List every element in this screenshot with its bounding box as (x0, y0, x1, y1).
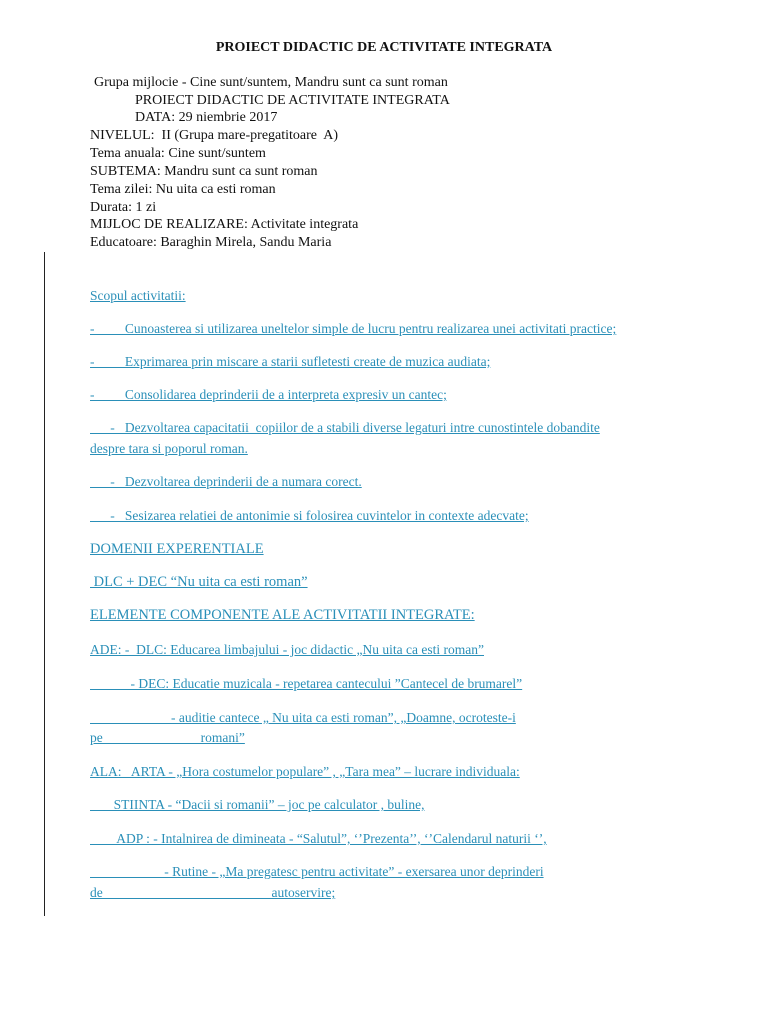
header-line-group: Grupa mijlocie - Cine sunt/suntem, Mandru sunt ca sunt roman (94, 75, 448, 90)
document-title: PROIECT DIDACTIC DE ACTIVITATE INTEGRATA (215, 40, 553, 55)
objective-5: - Dezvoltarea deprinderii de a numara corect. (90, 474, 362, 489)
ade-line-auditie-continued: pe romani” (90, 730, 245, 745)
header-line-duration: Durata: 1 zi (90, 200, 157, 215)
objective-4-continued: despre tara si poporul roman. (90, 441, 248, 456)
margin-rule (44, 252, 45, 916)
header-line-level: NIVELUL: II (Grupa mare-pregatitoare A) (90, 128, 339, 143)
header-line-annual-theme: Tema anuala: Cine sunt/suntem (90, 146, 266, 161)
objective-4: - Dezvoltarea capacitatii copiilor de a stabili diverse legaturi intre cunostintele dobandite (90, 420, 600, 435)
header-line-educators: Educatoare: Baraghin Mirela, Sandu Maria (90, 235, 332, 250)
adp-line-intalnirea: ADP : - Intalnirea de dimineata - “Salutul”, ‘’Prezenta’’, ‘’Calendarul naturii ‘’, (90, 831, 547, 846)
ala-line-arta: ALA: ARTA - „Hora costumelor populare” , „Tara mea” – lucrare individuala: (90, 764, 520, 779)
header-line-day-theme: Tema zilei: Nu uita ca esti roman (90, 182, 276, 197)
objective-1: - Cunoasterea si utilizarea uneltelor simple de lucru pentru realizarea unei activitati practice; (90, 321, 617, 336)
adp-line-rutine-continued: de autoservire; (90, 885, 336, 900)
domains-line: DLC + DEC “Nu uita ca esti roman” (90, 574, 308, 590)
objective-3: - Consolidarea deprinderii de a interpreta expresiv un cantec; (90, 387, 447, 402)
header-line-method: MIJLOC DE REALIZARE: Activitate integrata (90, 217, 359, 232)
header-line-subtheme: SUBTEMA: Mandru sunt ca sunt roman (90, 164, 318, 179)
ade-line-dlc: ADE: - DLC: Educarea limbajului - joc didactic „Nu uita ca esti roman” (90, 642, 484, 657)
ade-line-dec: - DEC: Educatie muzicala - repetarea cantecului ”Cantecel de brumarel” (90, 676, 523, 691)
ala-line-stiinta: STIINTA - “Dacii si romanii” – joc pe calculator , buline, (90, 797, 425, 812)
section-heading-domains: DOMENII EXPERENTIALE (90, 541, 264, 557)
objective-2: - Exprimarea prin miscare a starii sufletesti create de muzica audiata; (90, 354, 491, 369)
adp-line-rutine: - Rutine - „Ma pregatesc pentru activitate” - exersarea unor deprinderi (90, 864, 544, 879)
section-heading-scope: Scopul activitatii: (90, 288, 186, 303)
section-heading-components: ELEMENTE COMPONENTE ALE ACTIVITATII INTEGRATE: (90, 607, 475, 623)
header-line-date: DATA: 29 niembrie 2017 (135, 110, 278, 125)
ade-line-auditie: - auditie cantece „ Nu uita ca esti roman”, „Doamne, ocroteste-i (90, 710, 516, 725)
header-line-title: PROIECT DIDACTIC DE ACTIVITATE INTEGRATA (135, 93, 450, 108)
objective-6: - Sesizarea relatiei de antonimie si folosirea cuvintelor in contexte adecvate; (90, 508, 529, 523)
